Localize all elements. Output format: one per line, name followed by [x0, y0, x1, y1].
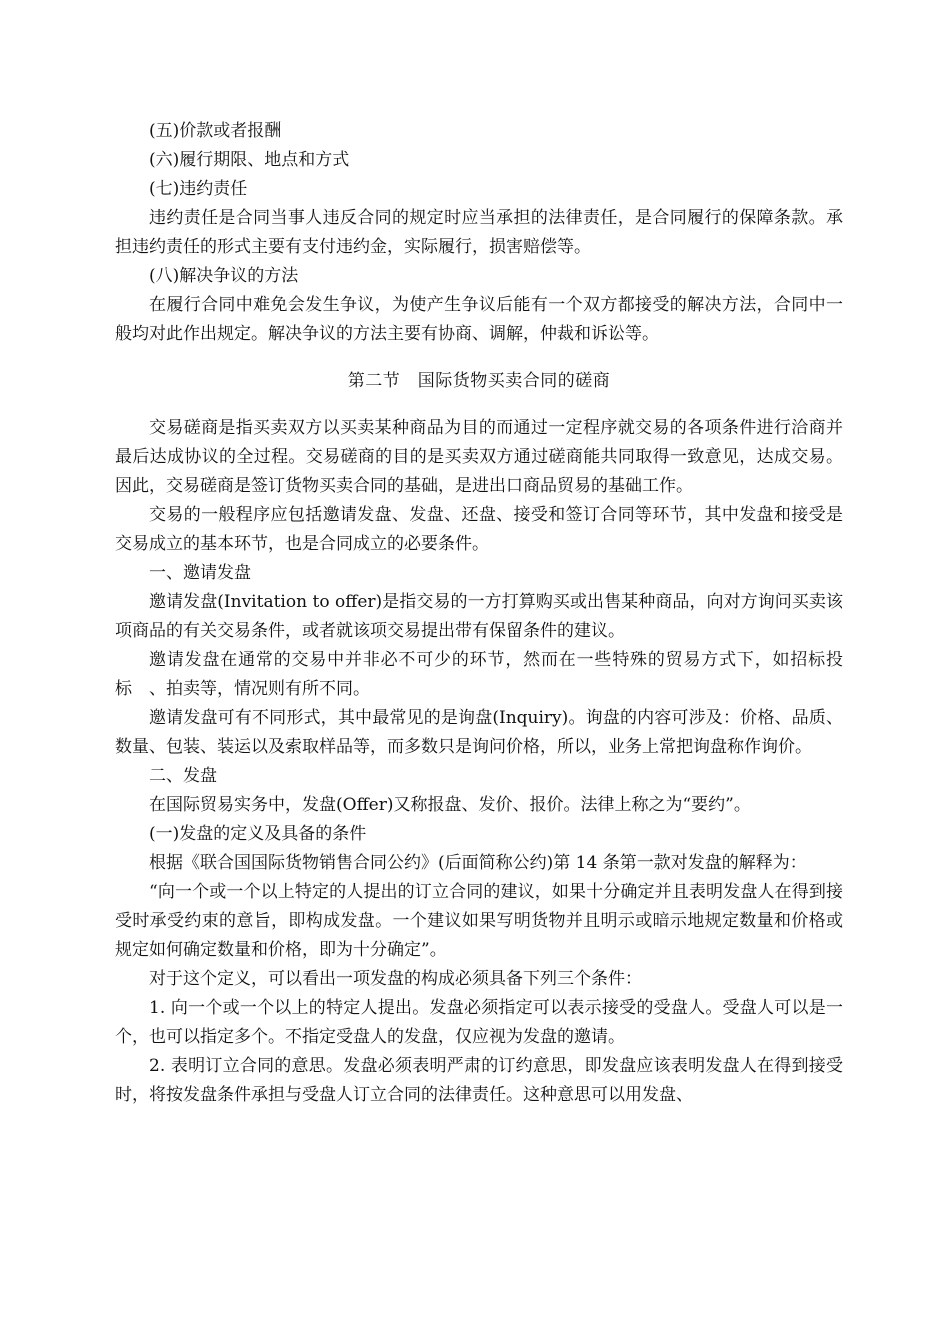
- paragraph-breach: 违约责任是合同当事人违反合同的规定时应当承担的法律责任，是合同履行的保障条款。承担违约责任的形式主要有支付违约金，实际履行，损害赔偿等。: [115, 208, 843, 257]
- paragraph-dispute: 在履行合同中难免会发生争议，为使产生争议后能有一个双方都接受的解决方法，合同中一般均对此作出规定。解决争议的方法主要有协商、调解，仲裁和诉讼等。: [115, 295, 843, 344]
- paragraph-offer-intro: 在国际贸易实务中，发盘(Offer)又称报盘、发价、报价。法律上称之为“要约”。: [149, 795, 751, 815]
- heading-breach: (七)违约责任: [149, 179, 248, 199]
- paragraph-invitation-usage: 邀请发盘在通常的交易中并非必不可少的环节，然而在一些特殊的贸易方式下，如招标投标 、拍卖等，情况则有所不同。: [115, 650, 843, 699]
- paragraph-inquiry: 邀请发盘可有不同形式，其中最常见的是询盘(Inquiry)。询盘的内容可涉及：价格、品质、数量、包装、装运以及索取样品等，而多数只是询问价格，所以，业务上常把询盘称作询价。: [115, 708, 843, 757]
- paragraph-condition-2: 2. 表明订立合同的意思。发盘必须表明严肃的订约意思，即发盘应该表明发盘人在得到接受时，将按发盘条件承担与受盘人订立合同的法律责任。这种意思可以用发盘、: [115, 1056, 843, 1105]
- paragraph-conditions-intro: 对于这个定义，可以看出一项发盘的构成必须具备下列三个条件：: [149, 969, 642, 989]
- paragraph-condition-1: 1. 向一个或一个以上的特定人提出。发盘必须指定可以表示接受的受盘人。受盘人可以是一个，也可以指定多个。不指定受盘人的发盘，仅应视为发盘的邀请。: [115, 998, 843, 1047]
- heading-performance: (六)履行期限、地点和方式: [149, 150, 350, 170]
- heading-invitation: 一、邀请发盘: [149, 563, 251, 583]
- heading-dispute: (八)解决争议的方法: [149, 266, 299, 286]
- paragraph-invitation-definition: 邀请发盘(Invitation to offer)是指交易的一方打算购买或出售某种商品，向对方询问买卖该项商品的有关交易条件，或者就该项交易提出带有保留条件的建议。: [115, 592, 843, 641]
- paragraph-negotiation: 交易磋商是指买卖双方以买卖某种商品为目的而通过一定程序就交易的各项条件进行洽商并最后达成协议的全过程。交易磋商的目的是买卖双方通过磋商能共同取得一致意见，达成交易。因此，交易磋商是签订货物买卖合同的基础，是进出口商品贸易的基础工作。: [115, 418, 843, 496]
- section-title: 第二节 国际货物买卖合同的磋商: [347, 371, 611, 391]
- paragraph-convention: 根据《联合国国际货物销售合同公约》(后面简称公约)第 14 条第一款对发盘的解释为：: [149, 853, 807, 873]
- heading-offer-definition: (一)发盘的定义及具备的条件: [149, 824, 367, 844]
- paragraph-quote: “向一个或一个以上特定的人提出的订立合同的建议，如果十分确定并且表明发盘人在得到接受时承受约束的意旨，即构成发盘。一个建议如果写明货物并且明示或暗示地规定数量和价格或规定如何确定数量和价格，即为十分确定”。: [115, 882, 843, 960]
- document-page: [115, 117, 843, 1110]
- heading-offer: 二、发盘: [149, 766, 217, 786]
- paragraph-procedure: 交易的一般程序应包括邀请发盘、发盘、还盘、接受和签订合同等环节，其中发盘和接受是交易成立的基本环节，也是合同成立的必要条件。: [115, 505, 843, 554]
- heading-price: (五)价款或者报酬: [149, 121, 282, 141]
